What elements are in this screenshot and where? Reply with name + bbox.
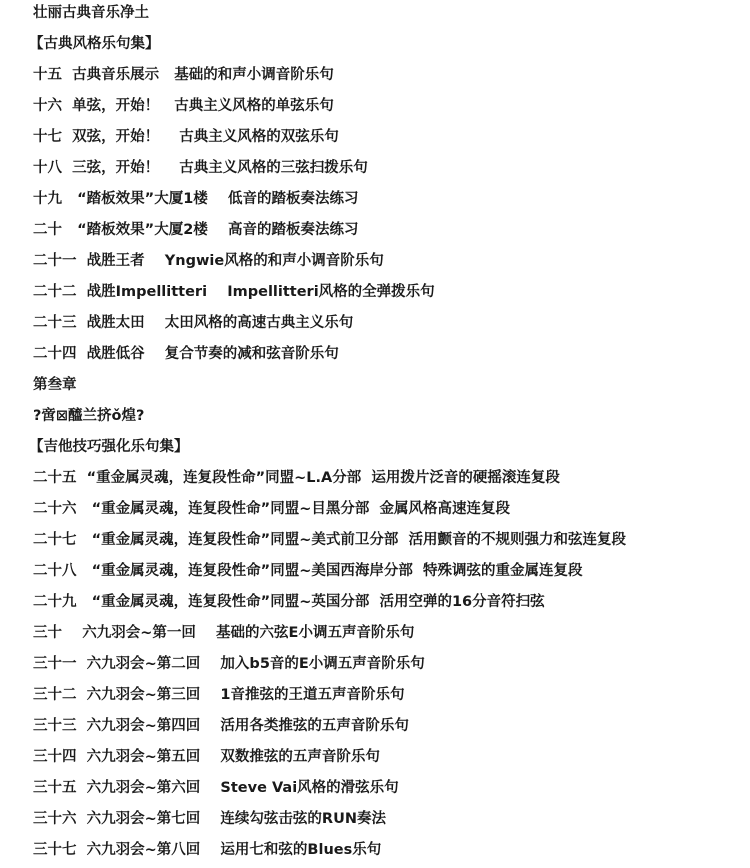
document-body bbox=[29, 0, 743, 868]
list-item: 三十五 六九羽会~第六回 Steve Vai风格的滑弦乐句 bbox=[33, 780, 399, 796]
section-heading-guitar: 【吉他技巧强化乐句集】 bbox=[29, 439, 189, 455]
list-item: 三十四 六九羽会~第五回 双数推弦的五声音阶乐句 bbox=[33, 749, 380, 765]
list-item: 十六 单弦，开始！ 古典主义风格的单弦乐句 bbox=[33, 98, 334, 114]
garbled-text-line: ?啻⊠醯兰挤ǒ煌? bbox=[33, 408, 145, 424]
list-item: 十八 三弦，开始！ 古典主义风格的三弦扫拨乐句 bbox=[33, 160, 368, 176]
chapter-heading: 第叁章 bbox=[33, 377, 77, 393]
list-item: 三十六 六九羽会~第七回 连续勾弦击弦的RUN奏法 bbox=[33, 811, 387, 827]
list-item: 二十七 “重金属灵魂，连复段性命”同盟~美式前卫分部 活用颤音的不规则强力和弦连复段 bbox=[33, 532, 626, 548]
list-item: 二十 “踏板效果”大厦2楼 高音的踏板奏法练习 bbox=[33, 222, 359, 238]
list-item: 二十四 战胜低谷 复合节奏的减和弦音阶乐句 bbox=[33, 346, 339, 362]
list-item: 十五 古典音乐展示 基础的和声小调音阶乐句 bbox=[33, 67, 334, 83]
list-item: 二十六 “重金属灵魂，连复段性命”同盟~目黑分部 金属风格高速连复段 bbox=[33, 501, 510, 517]
list-item: 三十二 六九羽会~第三回 1音推弦的王道五声音阶乐句 bbox=[33, 687, 405, 703]
list-item: 三十三 六九羽会~第四回 活用各类推弦的五声音阶乐句 bbox=[33, 718, 409, 734]
list-item: 二十五 “重金属灵魂，连复段性命”同盟~L.A分部 运用拨片泛音的硬摇滚连复段 bbox=[33, 470, 560, 486]
section-heading-classical: 【古典风格乐句集】 bbox=[29, 36, 160, 52]
list-item: 十七 双弦，开始！ 古典主义风格的双弦乐句 bbox=[33, 129, 339, 145]
list-item: 三十一 六九羽会~第二回 加入b5音的E小调五声音阶乐句 bbox=[33, 656, 425, 672]
list-item: 二十二 战胜Impellitteri Impellitteri风格的全弹拨乐句 bbox=[33, 284, 435, 300]
list-item: 三十七 六九羽会~第八回 运用七和弦的Blues乐句 bbox=[33, 842, 382, 858]
list-item: 二十一 战胜王者 Yngwie风格的和声小调音阶乐句 bbox=[33, 253, 384, 269]
list-item: 二十八 “重金属灵魂，连复段性命”同盟~美国西海岸分部 特殊调弦的重金属连复段 bbox=[33, 563, 583, 579]
list-item: 二十三 战胜太田 太田风格的高速古典主义乐句 bbox=[33, 315, 354, 331]
list-item: 三十 六九羽会~第一回 基础的六弦E小调五声音阶乐句 bbox=[33, 625, 415, 641]
list-item: 十九 “踏板效果”大厦1楼 低音的踏板奏法练习 bbox=[33, 191, 359, 207]
list-item: 二十九 “重金属灵魂，连复段性命”同盟~英国分部 活用空弹的16分音符扫弦 bbox=[33, 594, 545, 610]
title-heading: 壮丽古典音乐净土 bbox=[33, 5, 149, 21]
